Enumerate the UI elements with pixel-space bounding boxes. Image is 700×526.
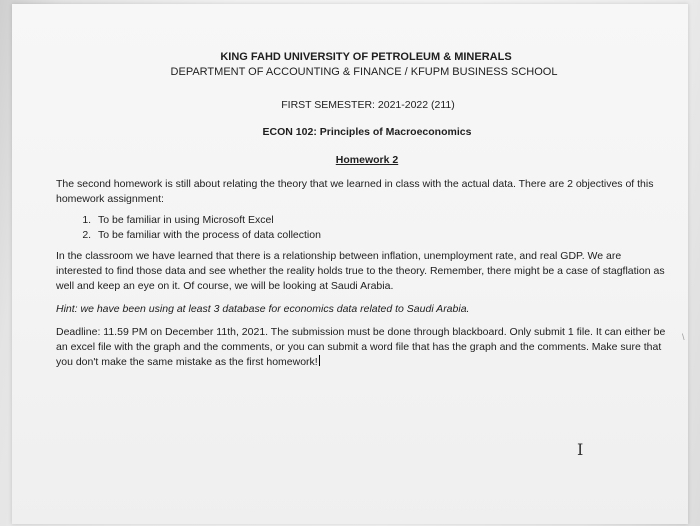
hint-paragraph: Hint: we have been using at least 3 database for economics data related to Saudi Arabia.: [56, 303, 470, 315]
document-page[interactable]: [12, 4, 688, 524]
edge-mark: \: [682, 332, 685, 342]
department-name: DEPARTMENT OF ACCOUNTING & FINANCE / KFUPM BUSINESS SCHOOL: [170, 66, 558, 78]
deadline-text: Deadline: 11.59 PM on December 11th, 2021. The submission must be done through blackboard. Only submit 1 file. It can either be an excel file with the graph and the comments, or you can submit a word file that has the graph and the comments. Make sure that you don't make the same mistake as the first homework!: [56, 326, 666, 368]
text-caret: [319, 355, 320, 366]
university-name: KING FAHD UNIVERSITY OF PETROLEUM & MINERALS: [220, 51, 512, 63]
list-item: 1. To be familiar in using Microsoft Excel: [94, 213, 666, 228]
deadline-paragraph: [56, 325, 666, 370]
list-item: 2. To be familiar with the process of data collection: [94, 228, 666, 243]
document-body: [56, 50, 666, 370]
course-title: ECON 102: Principles of Macroeconomics: [262, 126, 472, 138]
text-cursor-icon: I: [577, 440, 584, 459]
classroom-paragraph: In the classroom we have learned that there is a relationship between inflation, unemployment rate, and real GDP. We are interested to find those data and see whether the reality holds true to the theory. Remember, there might be a case of stagflation as well and keep an eye on it. Of course, we will be looking at Saudi Arabia.: [56, 250, 665, 292]
semester-line: FIRST SEMESTER: 2021-2022 (211): [281, 99, 455, 111]
homework-title: Homework 2: [335, 154, 399, 166]
intro-paragraph: The second homework is still about relating the theory that we learned in class with the actual data. There are 2 objectives of this homework assignment:: [56, 178, 654, 205]
objectives-list: [56, 213, 666, 243]
